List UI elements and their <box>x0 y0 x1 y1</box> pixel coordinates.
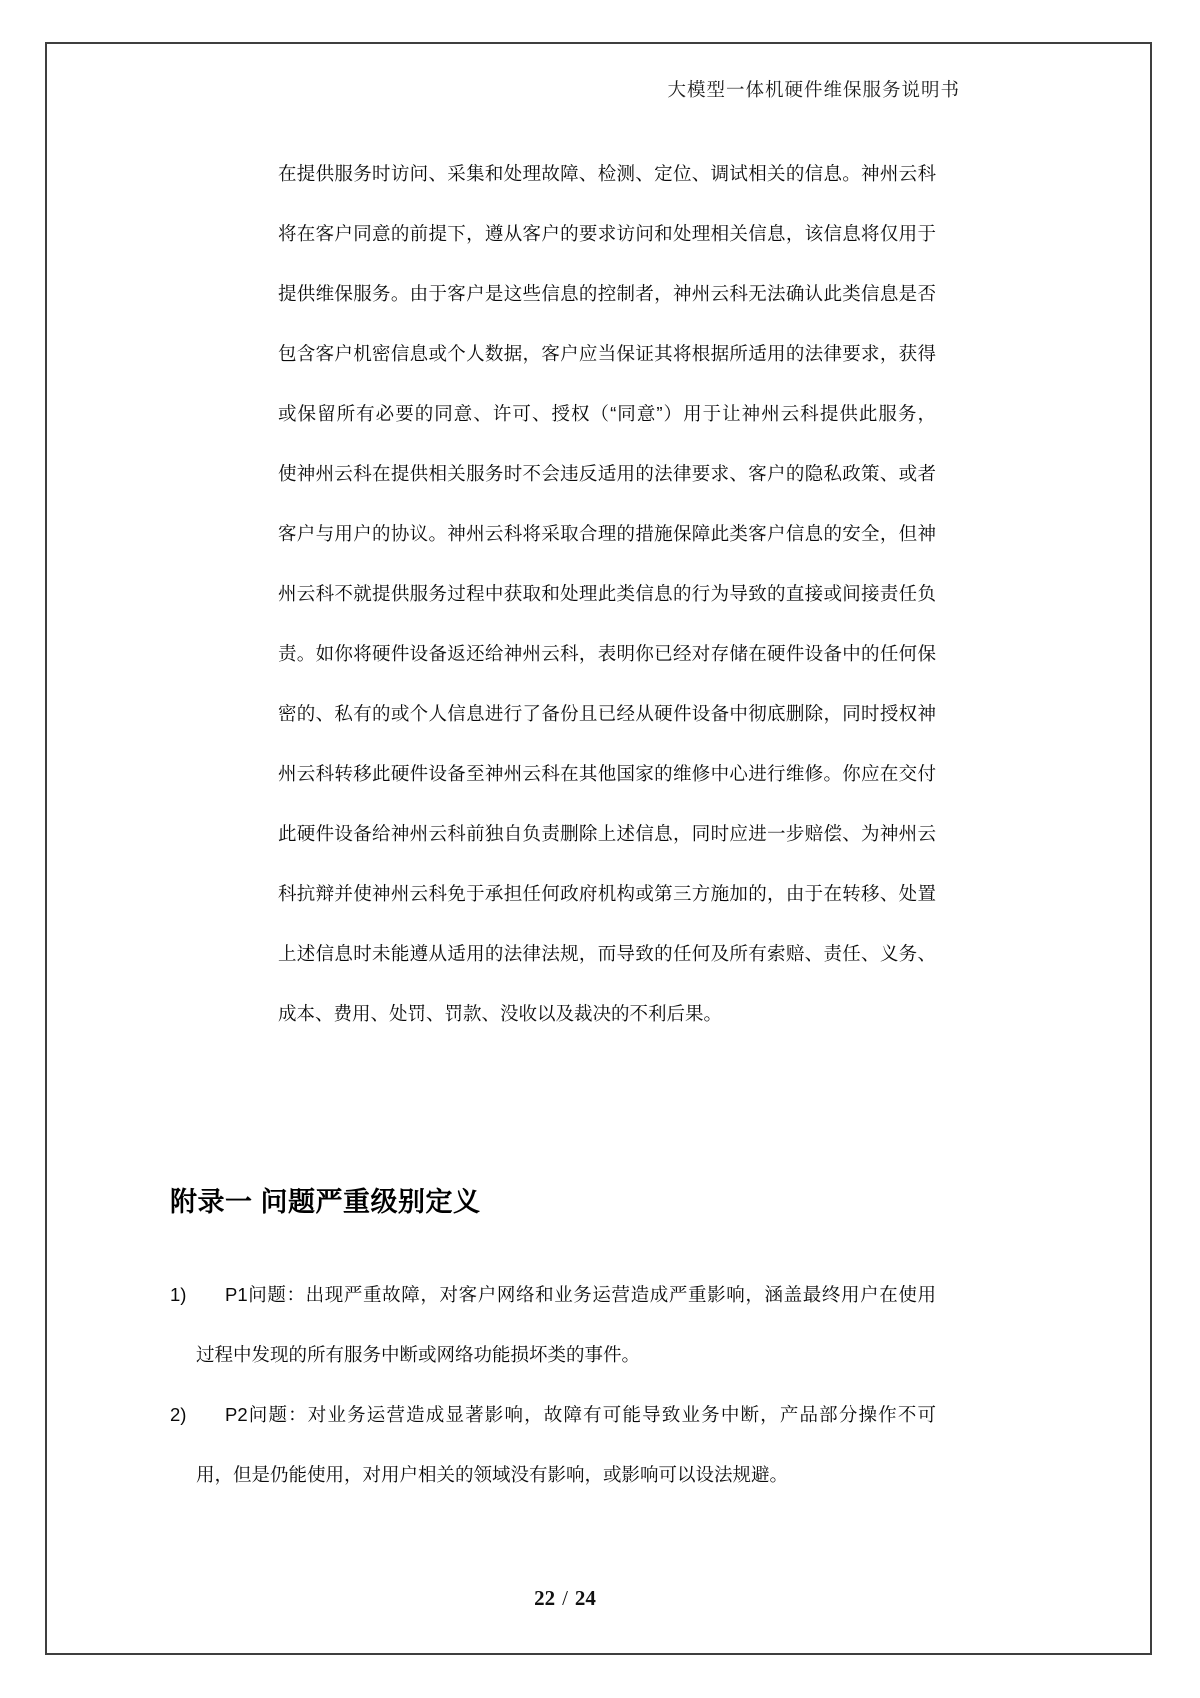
body-paragraph <box>278 144 936 1044</box>
list-item-line: P2问题：对业务运营造成显著影响，故障有可能导致业务中断，产品部分操作不可 <box>225 1404 936 1425</box>
page-footer <box>170 1586 960 1611</box>
appendix-heading: 附录一 问题严重级别定义 <box>170 1187 481 1217</box>
paragraph-line: 科抗辩并使神州云科免于承担任何政府机构或第三方施加的，由于在转移、处置 <box>278 883 936 904</box>
paragraph-line: 客户与用户的协议。神州云科将采取合理的措施保障此类客户信息的安全，但神 <box>278 523 936 544</box>
paragraph-line: 在提供服务时访问、采集和处理故障、检测、定位、调试相关的信息。神州云科 <box>278 163 936 184</box>
paragraph-line: 州云科不就提供服务过程中获取和处理此类信息的行为导致的直接或间接责任负 <box>278 583 936 604</box>
list-item-line: 用，但是仍能使用，对用户相关的领域没有影响，或影响可以设法规避。 <box>196 1464 789 1485</box>
page-number-current: 22 <box>534 1586 556 1610</box>
paragraph-line: 此硬件设备给神州云科前独自负责删除上述信息，同时应进一步赔偿、为神州云 <box>278 823 936 844</box>
page-header-title: 大模型一体机硬件维保服务说明书 <box>667 81 960 101</box>
paragraph-line: 成本、费用、处罚、罚款、没收以及裁决的不利后果。 <box>278 1003 723 1024</box>
paragraph-line: 或保留所有必要的同意、许可、授权（“同意”）用于让神州云科提供此服务， <box>278 403 936 424</box>
paragraph-line: 将在客户同意的前提下，遵从客户的要求访问和处理相关信息，该信息将仅用于 <box>278 223 936 244</box>
appendix-list <box>170 1265 936 1505</box>
paragraph-line: 使神州云科在提供相关服务时不会违反适用的法律要求、客户的隐私政策、或者 <box>278 463 936 484</box>
paragraph-line: 责。如你将硬件设备返还给神州云科，表明你已经对存储在硬件设备中的任何保 <box>278 643 936 664</box>
paragraph-line: 上述信息时未能遵从适用的法律法规，而导致的任何及所有索赔、责任、义务、 <box>278 943 936 964</box>
list-item-number: 1) <box>170 1284 187 1305</box>
list-item-number: 2) <box>170 1404 187 1425</box>
list-item-line: P1问题：出现严重故障，对客户网络和业务运营造成严重影响，涵盖最终用户在使用 <box>225 1284 936 1305</box>
list-item-p1 <box>170 1265 936 1385</box>
page-number-separator: / <box>562 1586 568 1610</box>
paragraph-line: 密的、私有的或个人信息进行了备份且已经从硬件设备中彻底删除，同时授权神 <box>278 703 936 724</box>
page-number-total: 24 <box>574 1586 596 1610</box>
paragraph-line: 提供维保服务。由于客户是这些信息的控制者，神州云科无法确认此类信息是否 <box>278 283 936 304</box>
list-item-line: 过程中发现的所有服务中断或网络功能损坏类的事件。 <box>196 1344 641 1365</box>
paragraph-line: 州云科转移此硬件设备至神州云科在其他国家的维修中心进行维修。你应在交付 <box>278 763 936 784</box>
paragraph-line: 包含客户机密信息或个人数据，客户应当保证其将根据所适用的法律要求，获得 <box>278 343 936 364</box>
list-item-p2 <box>170 1385 936 1505</box>
